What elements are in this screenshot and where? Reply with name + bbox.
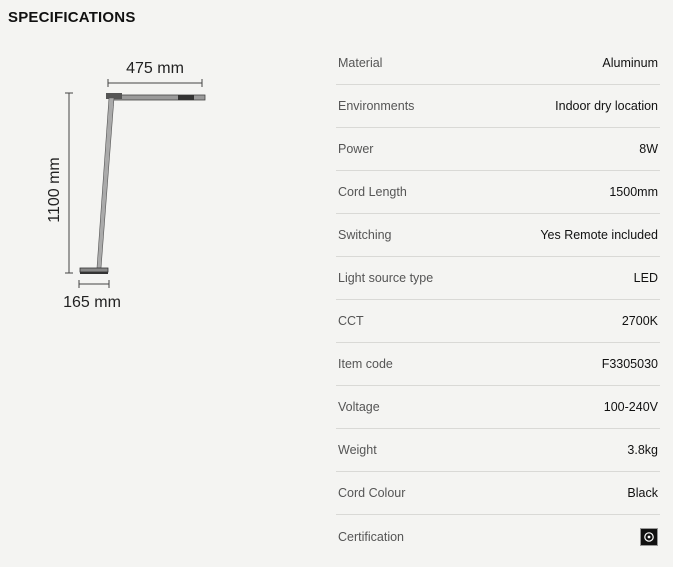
spec-label: Item code [338,357,393,371]
spec-row-light-source-type [336,257,660,300]
width-dimension-label: 475 mm [126,60,184,77]
spec-label: Cord Colour [338,486,406,500]
height-dimension-label: 1100 mm [46,157,63,223]
spec-row-material [336,42,660,85]
spec-label: Voltage [338,400,380,414]
spec-row-certification [336,515,660,558]
spec-label: Certification [338,529,404,544]
spec-label: Switching [338,228,392,242]
spec-row-switching [336,214,660,257]
spec-label: Light source type [338,271,434,285]
spec-value: Yes Remote included [540,228,658,242]
spec-row-item-code [336,343,660,386]
spec-label: Weight [338,443,377,457]
spec-value: Black [627,486,658,500]
spec-value: 2700K [621,314,658,328]
certification-mark-icon [640,528,658,546]
spec-row-cct [336,300,660,343]
spec-row-weight [336,429,660,472]
spec-label: Material [338,56,383,70]
spec-label: Power [338,142,374,156]
lamp-pole [97,98,114,268]
spec-value: 3.8kg [627,443,658,457]
spec-row-power [336,128,660,171]
spec-value: 1500mm [609,185,658,199]
spec-value: F3305030 [601,357,658,371]
spec-row-environments [336,85,660,128]
base-dimension-label: 165 mm [63,294,121,311]
page-title: SPECIFICATIONS [8,9,136,26]
spec-label: Cord Length [338,185,407,199]
lamp-base [80,268,108,272]
spec-row-voltage [336,386,660,429]
spec-value: Aluminum [602,56,658,70]
spec-row-cord-length [336,171,660,214]
specifications-table [336,42,660,558]
spec-value: Indoor dry location [555,99,658,113]
spec-value: 8W [639,142,658,156]
lamp-dimension-drawing [0,40,300,340]
spec-row-cord-colour [336,472,660,515]
spec-label: CCT [338,314,364,328]
spec-value: LED [633,271,658,285]
spec-label: Environments [338,99,415,113]
spec-value: 100-240V [603,400,658,414]
